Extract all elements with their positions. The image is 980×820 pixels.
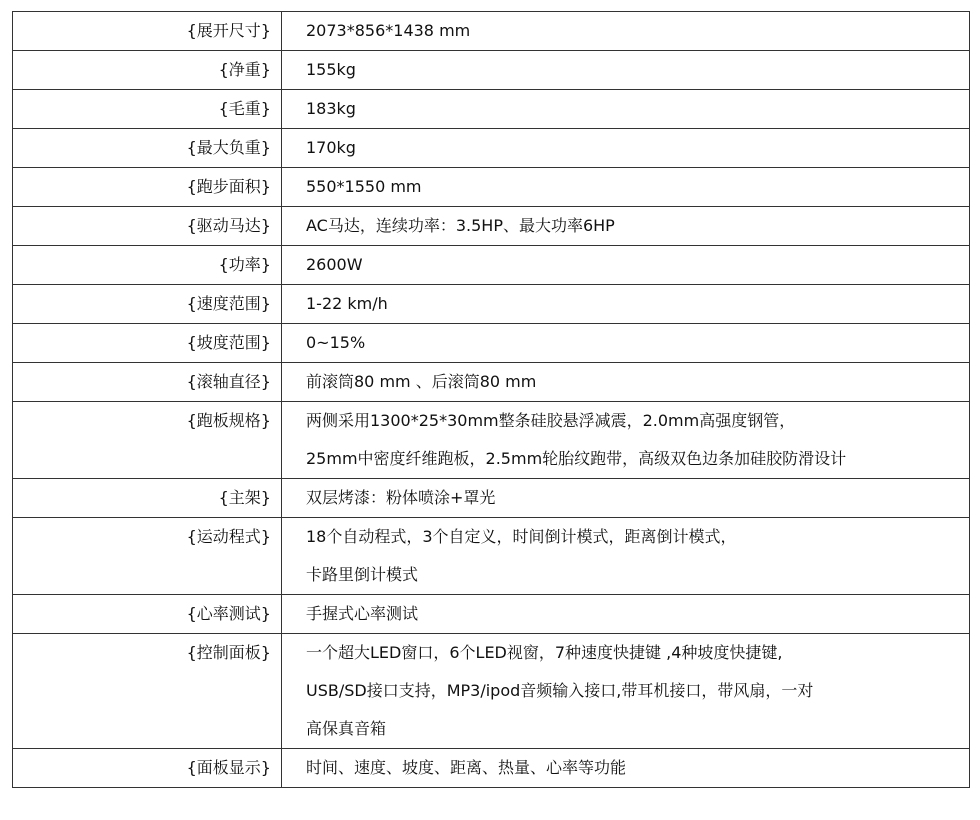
spec-value-line: 1-22 km/h [306, 294, 388, 313]
spec-label-cell [13, 90, 282, 129]
spec-value-cell [282, 634, 970, 749]
spec-label: {最大负重} [186, 138, 271, 157]
spec-value-cell [282, 90, 970, 129]
spec-label-cell [13, 363, 282, 402]
spec-value-line: 2600W [306, 255, 363, 274]
table-row [13, 402, 970, 479]
spec-label-cell [13, 246, 282, 285]
spec-value-line: 183kg [306, 99, 356, 118]
spec-label-cell [13, 285, 282, 324]
spec-value-line: 170kg [306, 138, 356, 157]
spec-value-cell [282, 246, 970, 285]
spec-value-line: 两侧采用1300*25*30mm整条硅胶悬浮减震，2.0mm高强度钢管， [306, 411, 796, 430]
table-row [13, 595, 970, 634]
spec-table [12, 11, 970, 788]
spec-label: {控制面板} [186, 643, 271, 662]
spec-label: {跑板规格} [186, 411, 271, 430]
spec-value-line: 18个自动程式，3个自定义，时间倒计模式，距离倒计模式， [306, 527, 737, 546]
spec-label-cell [13, 51, 282, 90]
spec-value-line: 时间、速度、坡度、距离、热量、心率等功能 [306, 758, 627, 777]
table-row [13, 285, 970, 324]
table-row [13, 749, 970, 788]
table-row [13, 634, 970, 749]
spec-value-cell [282, 518, 970, 595]
spec-value-line: 手握式心率测试 [306, 604, 419, 623]
spec-label: {面板显示} [186, 758, 271, 777]
table-row [13, 246, 970, 285]
spec-label-cell [13, 129, 282, 168]
table-row [13, 168, 970, 207]
spec-label-cell [13, 749, 282, 788]
spec-value-line: 155kg [306, 60, 356, 79]
spec-value-line: 0~15% [306, 333, 366, 352]
spec-value-cell [282, 285, 970, 324]
spec-label: {运动程式} [186, 527, 271, 546]
table-row [13, 12, 970, 51]
spec-label-cell [13, 479, 282, 518]
spec-label-cell [13, 324, 282, 363]
spec-label-cell [13, 168, 282, 207]
spec-label: {滚轴直径} [186, 372, 271, 391]
spec-label-cell [13, 634, 282, 749]
table-row [13, 129, 970, 168]
spec-value-line: 前滚筒80 mm 、后滚筒80 mm [306, 372, 537, 391]
spec-value-line: 高保真音箱 [306, 719, 387, 738]
table-row [13, 479, 970, 518]
spec-value-line: 双层烤漆：粉体喷涂+罩光 [306, 488, 496, 507]
spec-value-cell [282, 12, 970, 51]
spec-label-cell [13, 518, 282, 595]
spec-value-line: 2073*856*1438 mm [306, 21, 471, 40]
table-row [13, 324, 970, 363]
spec-label: {坡度范围} [186, 333, 271, 352]
spec-value-cell [282, 479, 970, 518]
spec-value-cell [282, 51, 970, 90]
spec-value-line: 550*1550 mm [306, 177, 422, 196]
spec-label: {净重} [218, 60, 271, 79]
spec-value-line: 25mm中密度纤维跑板，2.5mm轮胎纹跑带，高级双色边条加硅胶防滑设计 [306, 449, 847, 468]
spec-value-cell [282, 324, 970, 363]
table-row [13, 363, 970, 402]
spec-label: {跑步面积} [186, 177, 271, 196]
spec-label: {速度范围} [186, 294, 271, 313]
spec-label: {毛重} [218, 99, 271, 118]
spec-value-cell [282, 749, 970, 788]
spec-value-line: 一个超大LED窗口，6个LED视窗，7种速度快捷键 ,4种坡度快捷键, [306, 643, 783, 662]
spec-label-cell [13, 595, 282, 634]
spec-label: {驱动马达} [186, 216, 271, 235]
spec-label: {主架} [218, 488, 271, 507]
table-row [13, 51, 970, 90]
spec-label: {心率测试} [186, 604, 271, 623]
table-row [13, 90, 970, 129]
spec-label: {功率} [218, 255, 271, 274]
spec-value-line: USB/SD接口支持，MP3/ipod音频输入接口,带耳机接口，带风扇，一对 [306, 681, 814, 700]
spec-value-cell [282, 168, 970, 207]
spec-table-body [13, 12, 970, 788]
spec-value-cell [282, 363, 970, 402]
spec-label-cell [13, 12, 282, 51]
spec-value-cell [282, 129, 970, 168]
spec-label: {展开尺寸} [186, 21, 271, 40]
table-row [13, 518, 970, 595]
spec-value-cell [282, 207, 970, 246]
spec-label-cell [13, 207, 282, 246]
spec-value-line: AC马达，连续功率：3.5HP、最大功率6HP [306, 216, 615, 235]
spec-value-line: 卡路里倒计模式 [306, 565, 419, 584]
spec-value-cell [282, 402, 970, 479]
spec-label-cell [13, 402, 282, 479]
table-row [13, 207, 970, 246]
spec-value-cell [282, 595, 970, 634]
